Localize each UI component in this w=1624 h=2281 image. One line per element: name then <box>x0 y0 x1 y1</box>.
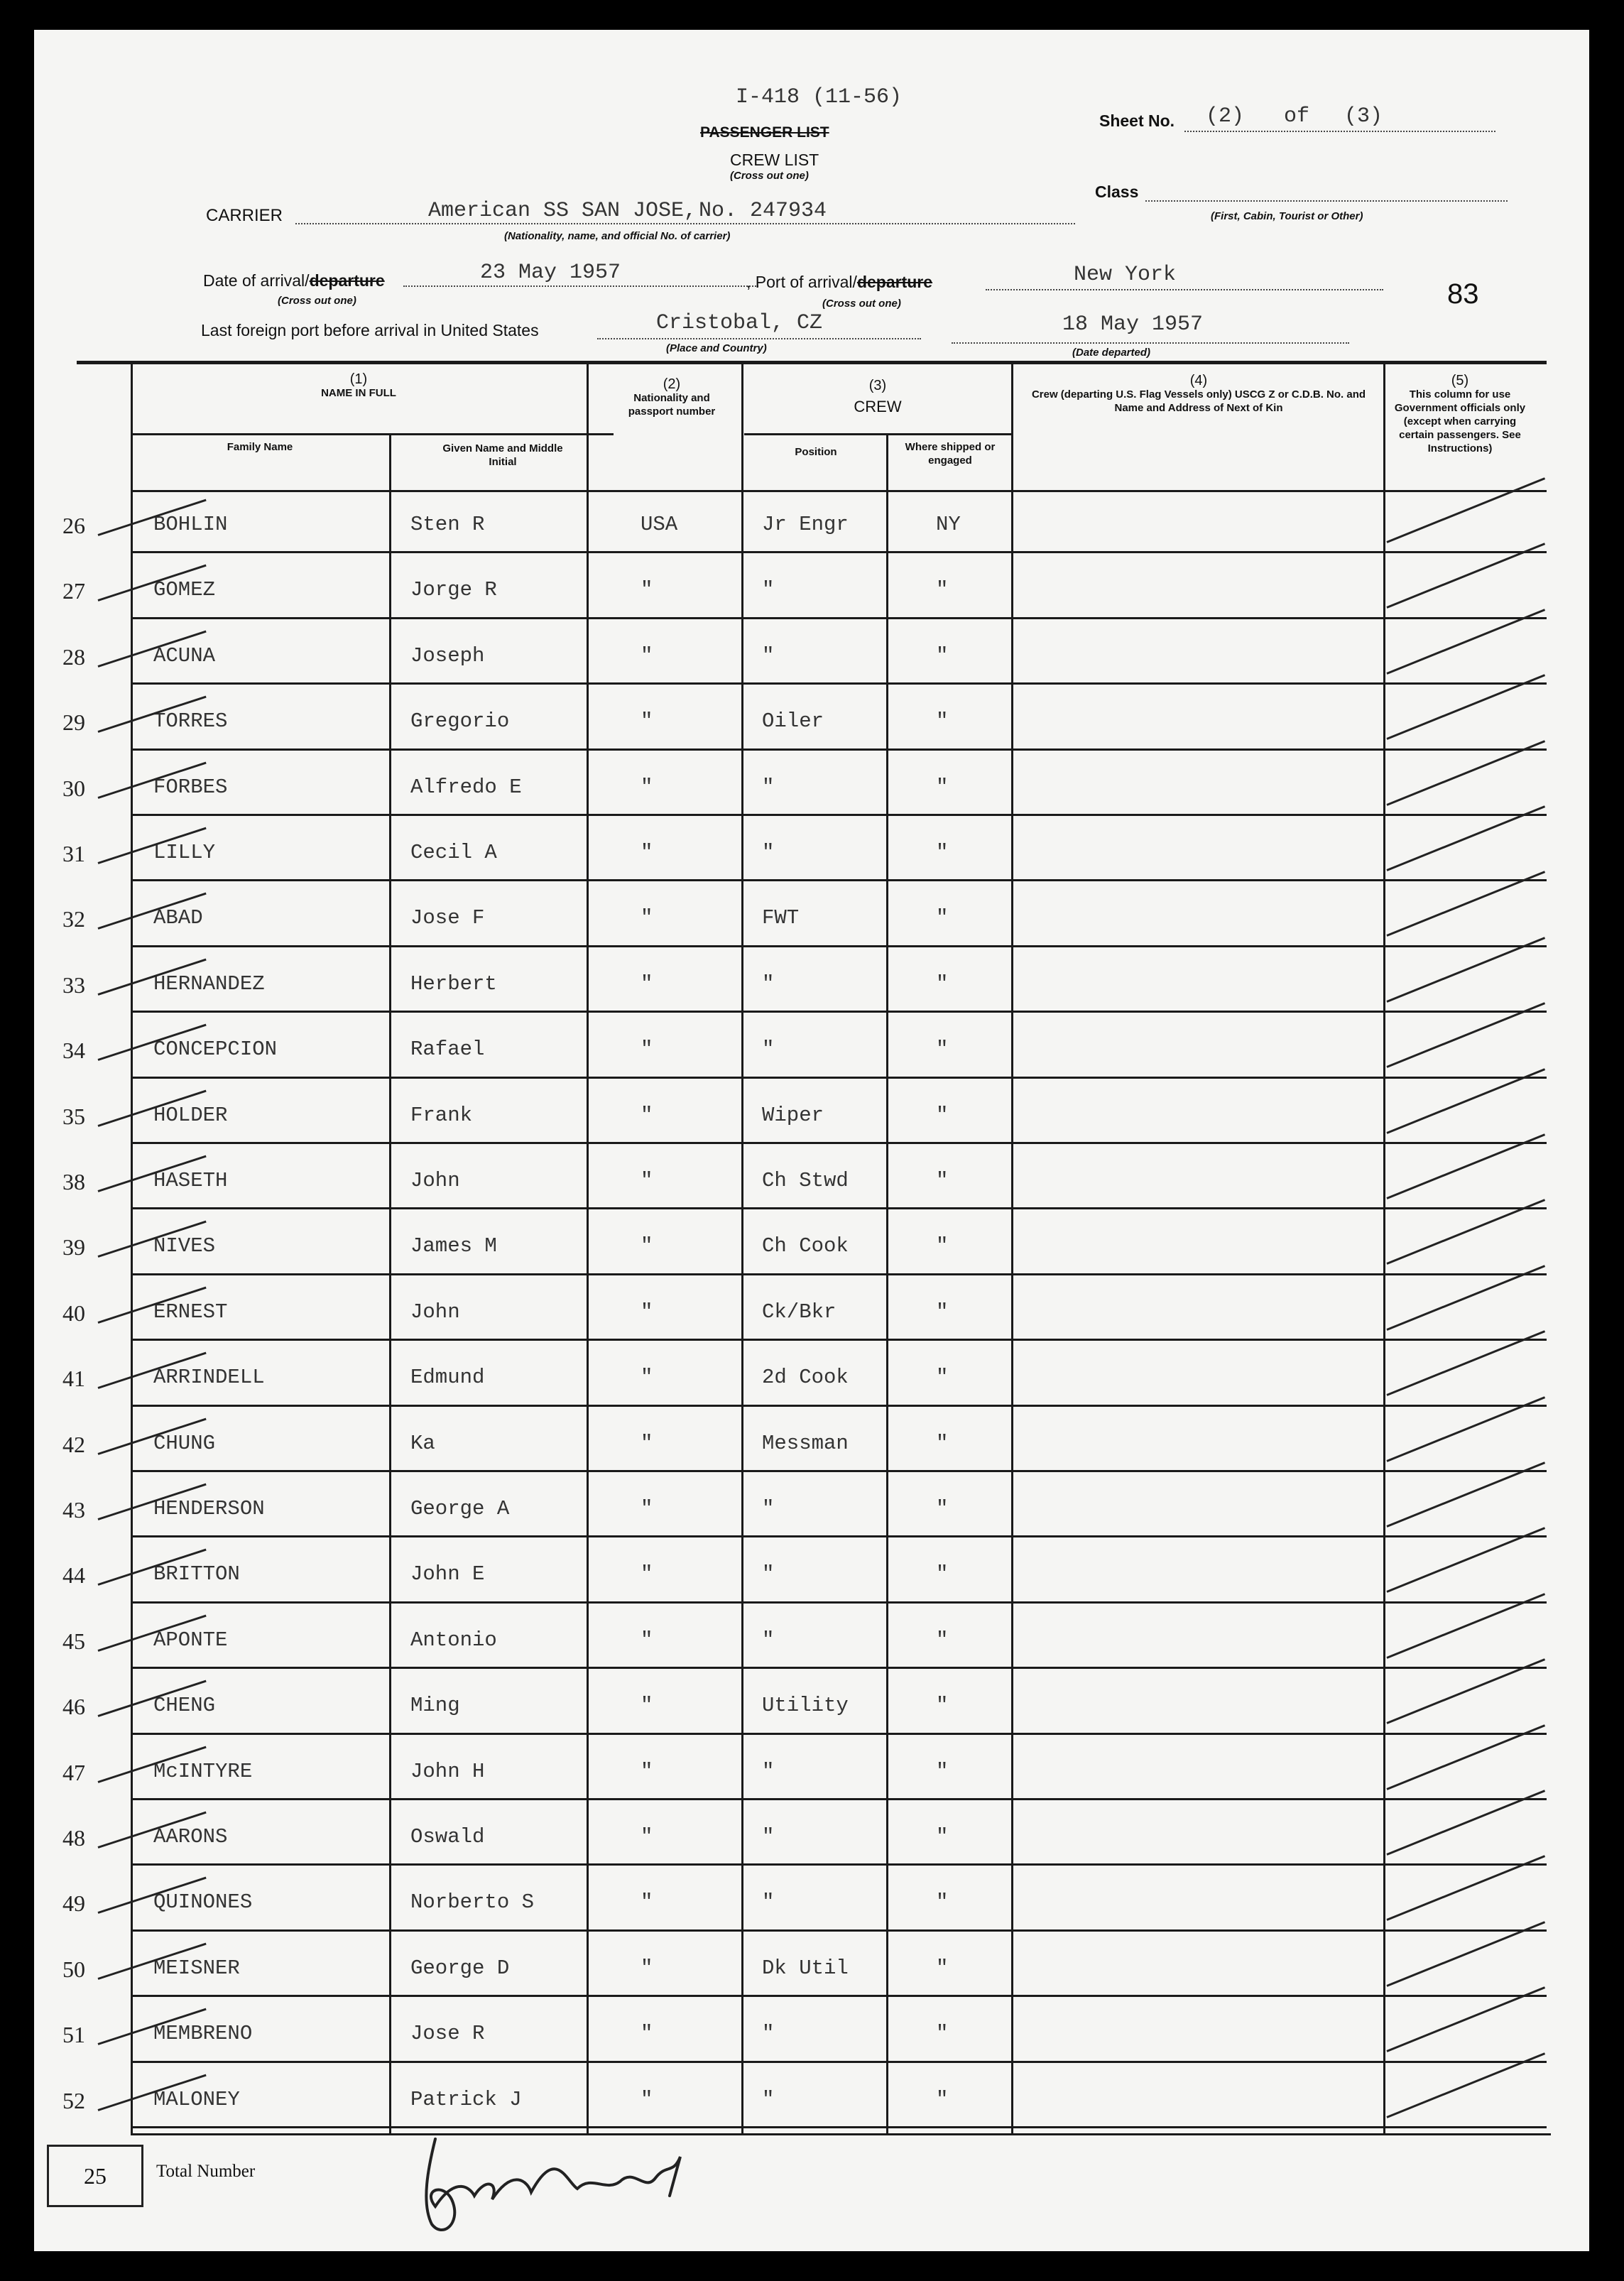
row-rule <box>131 1011 1547 1013</box>
family-name: NIVES <box>153 1234 216 1258</box>
col2-header: (2) Nationality and passport number <box>628 376 716 418</box>
row-rule <box>131 879 1547 881</box>
where-shipped: " <box>936 1103 949 1127</box>
row-rule <box>131 1667 1547 1669</box>
where-shipped: " <box>936 1169 949 1192</box>
row-rule <box>131 551 1547 553</box>
position: " <box>762 2087 775 2111</box>
crew-col-divider <box>744 433 1011 435</box>
family-name: CONCEPCION <box>153 1038 278 1062</box>
family-name: APONTE <box>153 1628 228 1652</box>
given-name: George D <box>410 1956 510 1980</box>
row-rule <box>131 1535 1547 1537</box>
given-name: Herbert <box>410 971 497 996</box>
family-name: CHUNG <box>153 1431 216 1455</box>
nationality: " <box>641 1562 653 1586</box>
given-name: John H <box>410 1759 485 1783</box>
where-shipped: " <box>936 1497 949 1520</box>
nationality: " <box>641 775 653 799</box>
shipped-header: Where shipped or engaged <box>905 441 996 467</box>
form-number: I-418 (11-56) <box>736 85 903 109</box>
where-shipped: " <box>936 578 949 602</box>
where-shipped: " <box>936 1694 949 1718</box>
given-name: Edmund <box>410 1366 485 1390</box>
sheet-total: (3) <box>1344 104 1383 129</box>
row-number: 52 <box>62 2087 85 2113</box>
table-top-rule <box>77 361 1547 364</box>
where-shipped: " <box>936 1431 949 1455</box>
where-shipped: " <box>936 906 949 930</box>
row-number: 38 <box>62 1169 85 1194</box>
given-name: Patrick J <box>410 2087 522 2111</box>
port-caption: (Cross out one) <box>822 298 901 310</box>
where-shipped: " <box>936 971 949 996</box>
date-departed-underline <box>952 342 1349 344</box>
position: Wiper <box>762 1103 824 1127</box>
row-number: 32 <box>62 906 85 932</box>
given-name: Ka <box>410 1431 435 1455</box>
where-shipped: " <box>936 2022 949 2046</box>
row-number: 49 <box>62 1890 85 1917</box>
where-shipped: " <box>936 643 949 668</box>
arrival-underline <box>403 285 758 287</box>
position: " <box>762 643 775 668</box>
row-number: 43 <box>62 1497 85 1523</box>
position: Ch Stwd <box>762 1169 849 1192</box>
row-rule <box>131 1798 1547 1800</box>
nationality: " <box>641 1956 653 1980</box>
position: Ck/Bkr <box>762 1300 836 1324</box>
col-border-left <box>131 364 133 2133</box>
row-number: 29 <box>62 709 85 736</box>
position: " <box>762 1825 775 1849</box>
where-shipped: " <box>936 1825 949 1849</box>
row-number: 28 <box>62 643 85 670</box>
carrier-caption: (Nationality, name, and official No. of carrier) <box>504 230 731 242</box>
given-name: Jose R <box>410 2022 485 2046</box>
last-port-caption: (Place and Country) <box>666 342 767 354</box>
page-number: 83 <box>1447 278 1479 310</box>
family-name: HENDERSON <box>153 1497 265 1520</box>
nationality: " <box>641 1038 653 1062</box>
sheet-of: of <box>1284 104 1310 129</box>
nationality: " <box>641 971 653 996</box>
position: " <box>762 2022 775 2046</box>
row-rule <box>131 814 1547 816</box>
row-rule <box>131 1929 1547 1932</box>
where-shipped: " <box>936 709 949 734</box>
nationality: " <box>641 1366 653 1390</box>
date-departed-caption: (Date departed) <box>1072 347 1151 359</box>
family-name: FORBES <box>153 775 228 799</box>
nationality: " <box>641 643 653 668</box>
nationality: " <box>641 2087 653 2111</box>
given-name: Jose F <box>410 906 485 930</box>
position: " <box>762 1628 775 1652</box>
family-name: HASETH <box>153 1169 228 1192</box>
title-cross-out-note: (Cross out one) <box>730 170 809 182</box>
col3-header: (3) CREW <box>854 378 902 415</box>
nationality: " <box>641 1628 653 1652</box>
family-name-header: Family Name <box>227 441 293 453</box>
position: " <box>762 971 775 996</box>
given-name: Frank <box>410 1103 473 1127</box>
official-column-stroke <box>1386 477 1545 543</box>
family-name: ARRINDELL <box>153 1366 265 1390</box>
col-border-family <box>389 433 391 2133</box>
row-number: 26 <box>62 513 85 538</box>
col-border-nationality <box>741 364 743 2133</box>
family-name: HOLDER <box>153 1103 228 1127</box>
row-number: 51 <box>62 2022 85 2048</box>
family-name: ERNEST <box>153 1300 228 1324</box>
given-name: John E <box>410 1562 485 1586</box>
crew-list-title: CREW LIST <box>730 151 819 169</box>
given-name: James M <box>410 1234 497 1258</box>
where-shipped: " <box>936 1038 949 1062</box>
row-number: 42 <box>62 1431 85 1457</box>
family-name: BOHLIN <box>153 513 228 536</box>
given-name: John <box>410 1300 460 1324</box>
class-underline <box>1145 200 1508 202</box>
nationality: " <box>641 906 653 930</box>
row-number: 39 <box>62 1234 85 1261</box>
where-shipped: " <box>936 1890 949 1915</box>
given-name: Joseph <box>410 643 485 668</box>
position: Utility <box>762 1694 849 1718</box>
nationality: " <box>641 1431 653 1455</box>
where-shipped: " <box>936 1234 949 1258</box>
col4-header: (4) Crew (departing U.S. Flag Vessels only) USCG Z or C.D.B. No. and Name and Address of Next of Kin <box>1031 373 1366 414</box>
row-rule <box>131 1470 1547 1472</box>
row-rule <box>131 1273 1547 1275</box>
family-name: CHENG <box>153 1694 216 1718</box>
row-rule <box>131 682 1547 685</box>
row-number: 27 <box>62 578 85 604</box>
position: Dk Util <box>762 1956 849 1980</box>
carrier-value: American SS SAN JOSE, <box>428 199 697 223</box>
row-number: 35 <box>62 1103 85 1129</box>
given-name: George A <box>410 1497 510 1520</box>
sheet-number: (2) <box>1206 104 1245 129</box>
row-number: 45 <box>62 1628 85 1654</box>
position: Ch Cook <box>762 1234 849 1258</box>
row-number: 34 <box>62 1038 85 1064</box>
position: " <box>762 1562 775 1586</box>
total-number-label: Total Number <box>156 2162 256 2181</box>
nationality: " <box>641 1300 653 1324</box>
family-name: McINTYRE <box>153 1759 253 1783</box>
given-name: Jorge R <box>410 578 497 602</box>
family-name: TORRES <box>153 709 228 734</box>
port-underline <box>986 289 1383 290</box>
col-border-position <box>886 433 888 2133</box>
row-rule <box>131 1142 1547 1144</box>
family-name: GOMEZ <box>153 578 216 602</box>
row-rule <box>131 1405 1547 1407</box>
where-shipped: " <box>936 1956 949 1980</box>
nationality: " <box>641 2022 653 2046</box>
header-bottom-rule <box>131 490 1547 492</box>
family-name: BRITTON <box>153 1562 240 1586</box>
nationality: " <box>641 1759 653 1783</box>
passenger-list-title: PASSENGER LIST <box>700 124 829 141</box>
arrival-caption: (Cross out one) <box>278 295 356 307</box>
position: Jr Engr <box>762 513 849 536</box>
family-name: MEMBRENO <box>153 2022 253 2046</box>
where-shipped: " <box>936 1759 949 1783</box>
row-rule <box>131 1863 1547 1866</box>
sheet-label: Sheet No. <box>1099 111 1175 130</box>
given-name: Norberto S <box>410 1890 535 1915</box>
class-caption: (First, Cabin, Tourist or Other) <box>1211 210 1363 222</box>
row-rule <box>131 2126 1547 2128</box>
row-rule <box>131 1207 1547 1209</box>
given-name: Oswald <box>410 1825 485 1849</box>
col-border-crew <box>1383 364 1385 2133</box>
position: FWT <box>762 906 800 930</box>
nationality: " <box>641 841 653 864</box>
given-name: Gregorio <box>410 709 510 734</box>
where-shipped: NY <box>936 513 961 536</box>
position: " <box>762 578 775 602</box>
position: " <box>762 1038 775 1062</box>
nationality: " <box>641 1825 653 1849</box>
row-number: 44 <box>62 1562 85 1589</box>
family-name: MALONEY <box>153 2087 240 2111</box>
row-rule <box>131 748 1547 751</box>
row-rule <box>131 945 1547 947</box>
port-value: New York <box>1074 263 1177 287</box>
row-rule <box>131 1339 1547 1341</box>
given-name: Cecil A <box>410 841 497 864</box>
nationality: " <box>641 1103 653 1127</box>
row-number: 40 <box>62 1300 85 1326</box>
position: Messman <box>762 1431 849 1455</box>
given-name: Antonio <box>410 1628 497 1652</box>
family-name: AARONS <box>153 1825 228 1849</box>
row-rule <box>131 617 1547 619</box>
row-rule <box>131 1077 1547 1079</box>
family-name: QUINONES <box>153 1890 253 1915</box>
name-col-divider <box>131 433 614 435</box>
row-number: 48 <box>62 1825 85 1851</box>
position: " <box>762 775 775 799</box>
given-name: Sten R <box>410 513 485 536</box>
nationality: " <box>641 1497 653 1520</box>
family-name: ACUNA <box>153 643 216 668</box>
family-name: HERNANDEZ <box>153 971 265 996</box>
given-name: Alfredo E <box>410 775 522 799</box>
nationality: " <box>641 709 653 734</box>
last-port-value: Cristobal, CZ <box>656 311 823 335</box>
family-name: ABAD <box>153 906 203 930</box>
position-header: Position <box>795 446 837 458</box>
given-name-header: Given Name and Middle Initial <box>442 442 563 468</box>
row-rule <box>131 2061 1547 2063</box>
date-departed: 18 May 1957 <box>1062 312 1204 337</box>
position: Oiler <box>762 709 824 734</box>
row-number: 30 <box>62 775 85 801</box>
where-shipped: " <box>936 2087 949 2111</box>
class-label: Class <box>1095 183 1139 201</box>
last-port-underline <box>597 338 921 339</box>
carrier-underline <box>295 223 1075 224</box>
row-number: 31 <box>62 841 85 866</box>
family-name: MEISNER <box>153 1956 240 1980</box>
given-name: Rafael <box>410 1038 485 1062</box>
col-border-shipped <box>1011 364 1013 2133</box>
nationality: USA <box>641 513 678 536</box>
given-name: Ming <box>410 1694 460 1718</box>
nationality: " <box>641 1890 653 1915</box>
nationality: " <box>641 1694 653 1718</box>
nationality: " <box>641 1234 653 1258</box>
row-number: 46 <box>62 1694 85 1720</box>
arrival-date: 23 May 1957 <box>480 261 621 285</box>
where-shipped: " <box>936 1562 949 1586</box>
carrier-label: CARRIER <box>206 206 283 225</box>
signature <box>393 2125 734 2245</box>
given-name: John <box>410 1169 460 1192</box>
family-name: LILLY <box>153 841 216 864</box>
position: " <box>762 841 775 864</box>
nationality: " <box>641 1169 653 1192</box>
document-page <box>34 30 1589 2251</box>
col1-header: (1) NAME IN FULL <box>321 371 396 399</box>
where-shipped: " <box>936 1366 949 1390</box>
last-port-label: Last foreign port before arrival in United States <box>201 321 539 339</box>
total-number-box: 25 <box>47 2145 143 2207</box>
where-shipped: " <box>936 775 949 799</box>
col5-header: (5) This column for use Government officials only (except when carrying certain passengers. See Instructions) <box>1394 373 1526 454</box>
where-shipped: " <box>936 841 949 864</box>
row-rule <box>131 1601 1547 1604</box>
position: " <box>762 1759 775 1783</box>
table-bottom-rule <box>131 2133 1551 2135</box>
position: " <box>762 1497 775 1520</box>
row-number: 33 <box>62 971 85 998</box>
col-border-given <box>587 364 589 2133</box>
nationality: " <box>641 578 653 602</box>
position: 2d Cook <box>762 1366 849 1390</box>
where-shipped: " <box>936 1300 949 1324</box>
row-number: 47 <box>62 1759 85 1785</box>
position: " <box>762 1890 775 1915</box>
where-shipped: " <box>936 1628 949 1652</box>
row-rule <box>131 1995 1547 1997</box>
row-rule <box>131 1733 1547 1735</box>
row-number: 41 <box>62 1366 85 1392</box>
row-number: 50 <box>62 1956 85 1982</box>
port-label: , Port of arrival/departure <box>746 273 933 291</box>
sheet-underline <box>1184 131 1495 132</box>
carrier-official-number: No. 247934 <box>699 199 827 223</box>
arrival-label: Date of arrival/departure <box>203 271 385 290</box>
